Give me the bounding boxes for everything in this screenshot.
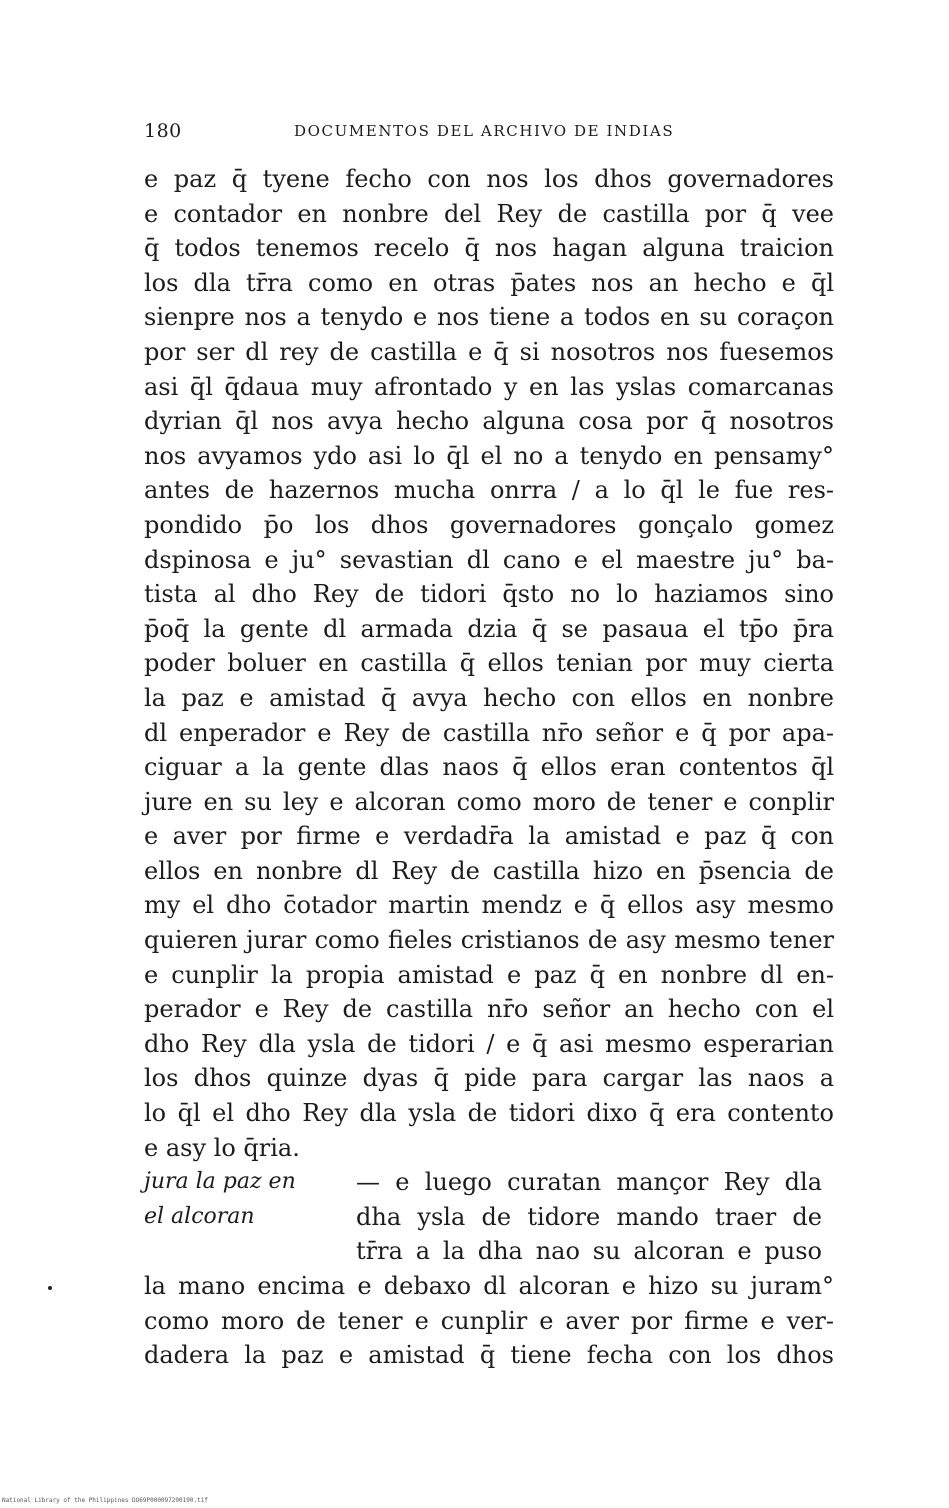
document-body (144, 162, 834, 1373)
text-line: my el dho c̄otador martin mendz e q̄ ellos asy mesmo (144, 891, 834, 920)
text-line: dl enperador e Rey de castilla nr̄o señor e q̄ por apa- (144, 718, 834, 747)
text-line: e aver por firme e verdadr̄a la amistad e paz q̄ con (144, 822, 834, 851)
text-line: e contador en nonbre del Rey de castilla por q̄ vee (144, 199, 834, 228)
text-line: dha ysla de tidore mando traer de (356, 1202, 822, 1231)
text-line: — e luego curatan mançor Rey dla (356, 1168, 822, 1197)
text-line: poder boluer en castilla q̄ ellos tenian por muy cierta (144, 649, 834, 678)
text-line: como moro de tener e cunplir e aver por firme e ver- (144, 1306, 834, 1335)
body-paragraph-bottom (144, 1269, 834, 1373)
text-line: jure en su ley e alcoran como moro de tener e conplir (144, 787, 834, 816)
text-line: asi q̄l q̄daua muy afrontado y en las yslas comarcanas (144, 372, 834, 401)
text-line: antes de hazernos mucha onrra / a lo q̄l le fue res- (144, 476, 834, 505)
text-line: dspinosa e ju° sevastian dl cano e el maestre ju° ba- (144, 545, 834, 574)
text-line: perador e Rey de castilla nr̄o señor an hecho con el (144, 995, 834, 1024)
indented-text (356, 1165, 822, 1269)
text-line: ellos en nonbre dl Rey de castilla hizo en p̄sencia de (144, 856, 834, 885)
text-line: ciguar a la gente dlas naos q̄ ellos eran contentos q̄l (144, 753, 834, 782)
text-line: e asy lo q̄ria. (144, 1133, 300, 1162)
margin-note-line: el alcoran (144, 1203, 255, 1229)
text-line: lo q̄l el dho Rey dla ysla de tidori dixo q̄ era contento (144, 1099, 834, 1128)
text-line: sienpre nos a tenydo e nos tiene a todos en su coraçon (144, 303, 834, 332)
text-line: los dhos quinze dyas q̄ pide para cargar las naos a (144, 1064, 834, 1093)
scan-speck (48, 1286, 52, 1290)
text-line: nos avyamos ydo asi lo q̄l el no a tenydo en pensamy° (144, 441, 834, 470)
annotated-passage (144, 1165, 834, 1269)
text-line: p̄oq̄ la gente dl armada dzia q̄ se pasaua el tp̄o p̄ra (144, 614, 834, 643)
text-line: la paz e amistad q̄ avya hecho con ellos en nonbre (144, 683, 834, 712)
running-title: DOCUMENTOS DEL ARCHIVO DE INDIAS (294, 122, 675, 140)
body-paragraph-top (144, 162, 834, 1165)
margin-note (144, 1165, 334, 1234)
text-line: quieren jurar como fieles cristianos de asy mesmo tener (144, 926, 834, 955)
running-head (144, 120, 834, 144)
text-line: tr̄ra a la dha nao su alcoran e puso (356, 1237, 822, 1266)
text-line: e paz q̄ tyene fecho con nos los dhos governadores (144, 165, 834, 193)
text-line: dho Rey dla ysla de tidori / e q̄ asi mesmo esperarian (144, 1029, 834, 1058)
page-number: 180 (144, 120, 182, 142)
text-line: dadera la paz e amistad q̄ tiene fecha con los dhos (144, 1341, 834, 1370)
scan-footer: National Library of the Philippines DO69P000097290190.tif (2, 1497, 208, 1504)
text-line: por ser dl rey de castilla e q̄ si nosotros nos fuesemos (144, 337, 834, 366)
text-line: dyrian q̄l nos avya hecho alguna cosa por q̄ nosotros (144, 407, 834, 436)
text-line: e cunplir la propia amistad e paz q̄ en nonbre dl en- (144, 960, 834, 989)
text-line: pondido p̄o los dhos governadores gonçalo gomez (144, 510, 834, 539)
text-line: los dla tr̄ra como en otras p̄ates nos an hecho e q̄l (144, 268, 834, 297)
text-line: la mano encima e debaxo dl alcoran e hizo su juram° (144, 1272, 834, 1301)
text-line: tista al dho Rey de tidori q̄sto no lo haziamos sino (144, 580, 834, 609)
text-line: q̄ todos tenemos recelo q̄ nos hagan alguna traicion (144, 234, 834, 263)
margin-note-line: jura la paz en (144, 1169, 296, 1195)
